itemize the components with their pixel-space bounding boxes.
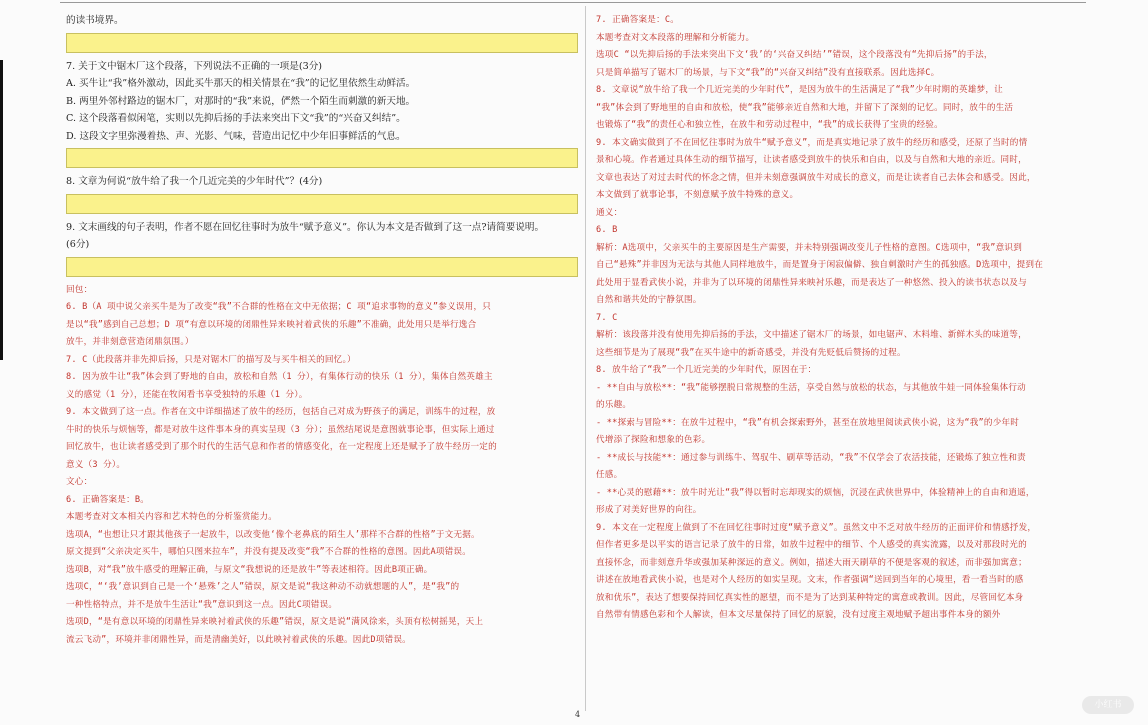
answer-line: “我”体会到了野地里的自由和放松，使“我”能够亲近自然和大地，并留下了深刻的记忆。同时，放牛的生活 [596,102,1014,113]
answer-line: 本题考查对文本段落的理解和分析能力。 [596,32,755,43]
answer-line: - **探索与冒险**：在放牛过程中，“我”有机会探索野外，甚至在放地里阅读武侠小说，这为“我”的少年时 [596,417,1020,428]
answer-line: 回忆放牛，也让读者感受到了那个时代的生活气息和作者的情感变化，在一定程度上还是赋予了放牛经历一定的 [66,442,497,452]
answer-line: 文章也表达了对过去时代的怀念之情，但并未刻意强调放牛对成长的意义，而是让读者自己去体会和感受。因此， [596,172,1036,183]
answer-line: 6. B [596,225,618,235]
answer-line: 6. 正确答案是：B。 [66,494,150,505]
q7-option-d: D. 这段文字里弥漫着热、声、光影、气味，营造出记忆中少年旧事鲜活的气息。 [66,130,406,142]
answer-line: 任感。 [596,470,623,480]
answer-box-7[interactable] [66,148,578,168]
answer-line: 选项B，对“我”放牛感受的理解正确，与原文“我想说的还是放牛”等表述相符。因此B项正确。 [66,564,433,575]
answer-line: 的乐趣。 [596,400,632,410]
q7-option-c: C. 这个段落看似闲笔，实则以先抑后扬的手法来突出下文“我”的“兴奋又纠结”。 [66,113,406,124]
answer-line: 景和心境。作者通过具体生动的细节描写，让读者感受到放牛的快乐和自由，以及与自然和大地的亲近。同时， [596,155,1027,165]
right-column [596,12,1084,625]
answer-line: 7. C（此段落并非先抑后扬，只是对锯木厂的描写及与买牛相关的回忆。） [66,354,356,365]
answer-line: 自然带有情感色彩和个人解读，但本文尽量保持了回忆的原貌，没有过度主观地赋予超出事件本身的额外 [596,610,1001,620]
answer-line: 7. 正确答案是：C。 [596,15,680,25]
answer-line: 选项D，“是有意以环境的闭鼎性异来映衬着武侠的乐趣”错误，原文是说“满风徐来，头顶有松树摇晃，天上 [66,617,484,627]
q7-option-a: A. 买牛让“我”格外激动，因此买牛那天的相关情景在“我”的记忆里依然生动鲜活。 [66,78,416,89]
answer-line: 9. 本文做到了这一点。作者在文中详细描述了放牛的经历，包括自己对成为野孩子的满足，训练牛的过程，放 [66,407,496,417]
answers-block-b [66,492,578,650]
answer-line: 意义（3 分）。 [66,459,126,470]
answer-line: 牛时的快乐与烦恼等，都是对放牛这件事本身的真实呈现（3 分）；虽然结尾说是意图就事论事，但实际上通过 [66,424,495,435]
top-rule [60,2,1086,3]
answer-line: 解析：该段落并没有使用先抑后扬的手法，文中描述了锯木厂的场景，如电锯声、木料堆、新鲜木头的味道等， [596,330,1027,340]
answer-line: 直接怀念，而非刻意升华或强加某种深远的意义。例如，描述大雨天刷草的不便是客观的叙述，而非强加寓意； [596,557,1027,568]
answer-line: 义的感觉（1 分），还能在牧闲看书享受独特的乐趣（1 分）。 [66,389,308,400]
answer-line: 选项C，“‘我’意识到自己是一个‘悬殊’之人”错误，原文是说“我这种动不动就想题的人”，是“我”的 [66,582,460,592]
answer-line: 是以“我”感到自己总想；D 项“有意以环境的闭鼎性异来映衬着武侠的乐趣”不准确，此处用只是举行逸合 [66,319,477,330]
q9-stem-line1: 9. 文末画线的句子表明，作者不愿在回忆往事时为放牛“赋予意义”。你认为本文是否做到了这一点?请简要说明。 [66,221,545,233]
q7-stem: 7. 关于文中锯木厂这个段落，下列说法不正确的一项是(3分) [66,60,323,72]
answer-line: 讲述在放地看武侠小说，也是对个人经历的如实呈现。文末，作者强调“送回到当年的心境里，看一看当时的感 [596,575,1024,585]
answer-line: 8. 因为放牛让“我”体会到了野地的自由，放松和自然（1 分），有集体行动的快乐（1 分），集体自然英雄主 [66,372,493,382]
watermark-logo: 小红书 [1082,696,1134,714]
answer-line: 放和优乐”，表达了想要保持回忆真实性的愿望，而不是为了达到某种特定的寓意或教训。因此，尽管回忆本身 [596,592,1024,603]
intro-tail: 的读书境界。 [66,15,124,26]
page-number: 4 [575,710,581,719]
answer-line: 解析：A选项中，父亲买牛的主要原因是生产需要，并未特别强调改变儿子性格的意图。C选项中，“我”意识到 [596,242,1023,253]
answer-line: 此处用于显看武侠小说，并非为了以环境的闭鼎性异来映衬乐趣，而是表达了一种悠然、投入的读书状态以及与 [596,277,1027,288]
answer-line: 只是简单描写了锯木厂的场景，与下文“我”的“兴奋又纠结”没有直接联系。因此选择C。 [596,67,940,78]
q8-stem: 8. 文章为何说“放牛给了我一个几近完美的少年时代”？(4分) [66,176,323,187]
column-divider [585,6,586,711]
left-column [66,12,578,649]
answer-line: 放牛，并非刻意营造闭鼎氛围。） [66,337,194,347]
answer-line: 但作者更多是以平实的语言记录了放牛的日常，如放牛过程中的细节、个人感受的真实流露，以及对那段时光的 [596,540,1027,550]
answer-line: - **心灵的慰藉**：放牛时光让“我”得以暂时忘却现实的烦恼，沉浸在武侠世界中，体验精神上的自由和逍遥， [596,487,1035,498]
q9-stem-line2: (6分) [66,239,90,250]
answer-line: 8. 放牛给了“我”一个几近完美的少年时代，原因在于： [596,365,817,375]
q7-option-b: B. 两里外邻村路边的锯木厂，对那时的“我”来说，俨然一个陌生而刺激的新天地。 [66,95,416,107]
answer-line: - **自由与放松**：“我”能够摆脱日常规整的生活，享受自然与放松的状态，与其他放牛娃一同体验集体行动 [596,382,1026,393]
scan-edge [0,60,3,360]
answer-line: 选项C “以先抑后扬的手法来突出下文‘我’的‘兴奋又纠结’”错误，这个段落没有“先抑后扬”的手法， [596,50,993,60]
answer-line: 9. 本文确实做到了不在回忆往事时为放牛“赋予意义”，而是真实地记录了放牛的经历和感受，还原了当时的情 [596,137,1028,148]
answer-line: 自己“悬殊”并非因为无法与其他人同样地放牛，而是置身于闲寂偏僻、独自刺激时产生的孤独感。D选项中，提到在 [596,260,1044,270]
answer-line: 流云飞动”，环境并非闭鼎性异，而是清幽美好，以此映衬着武侠的乐趣。因此D项错误。 [66,634,411,645]
answer-line: 选项A，“也想让只才跟其他孩子一起放牛，以改变他‘像个老鼻底的陌生人’那样不合群的性格”于文无据。 [66,529,480,540]
answer-line: - **成长与技能**：通过参与训练牛、驾驭牛、刷草等活动，“我”不仅学会了农活技能，还锻炼了独立性和责 [596,452,1026,463]
answer-line: 7. C [596,312,618,323]
answer-line: 也锻炼了“我”的责任心和独立性，在放牛和劳动过程中，“我”的成长获得了宝贵的经验。 [596,120,943,130]
answer-line: 自然和谐共处的宁静氛围。 [596,295,702,305]
right-answers [596,12,1084,625]
answer-box-6[interactable] [66,33,578,53]
answer-line: 本文做到了就事论事，不刻意赋予放牛特殊的意义。 [596,190,799,200]
answer-line: 6. B（A 项中说父亲买牛是为了改变“我”不合群的性格在文中无依据；C 项“追求事物的意义”参义误用，只 [66,302,492,312]
answer-line: 这些细节是为了展现“我”在买牛途中的新奇感受，并没有先贬低后赞扬的过程。 [596,347,906,358]
answer-line: 形成了对美好世界的向往。 [596,505,702,515]
answers-block-a [66,299,578,474]
answer-line: 一种性格特点，并不是放牛生活让“我”意识到这一点。因此C项错误。 [66,599,338,610]
answer-box-9[interactable] [66,257,578,277]
answer-line: 9. 本文在一定程度上做到了不在回忆往事时过度“赋予意义”。虽然文中不乏对放牛经历的正面评价和情感抒发， [596,522,1037,533]
answer-heading: 回包： [66,284,93,295]
answer-line: 代增添了探险和想象的色彩。 [596,435,711,445]
answer-line: 通义： [596,207,623,218]
answer-line: 8. 文章说“放牛给了我一个几近完美的少年时代”，是因为放牛的生活满足了“我”少年时期的英雄梦，让 [596,85,1003,95]
answer-box-8[interactable] [66,194,578,214]
answer-line: 本题考查对文本相关内容和艺术特色的分析鉴赏能力。 [66,512,278,522]
answer-line: 原文提到“父亲决定买牛，哪怕只图来拉车”，并没有提及改变“我”不合群的性格的意图。因此A项错误。 [66,547,472,557]
answer-heading-b: 文心： [66,477,93,487]
